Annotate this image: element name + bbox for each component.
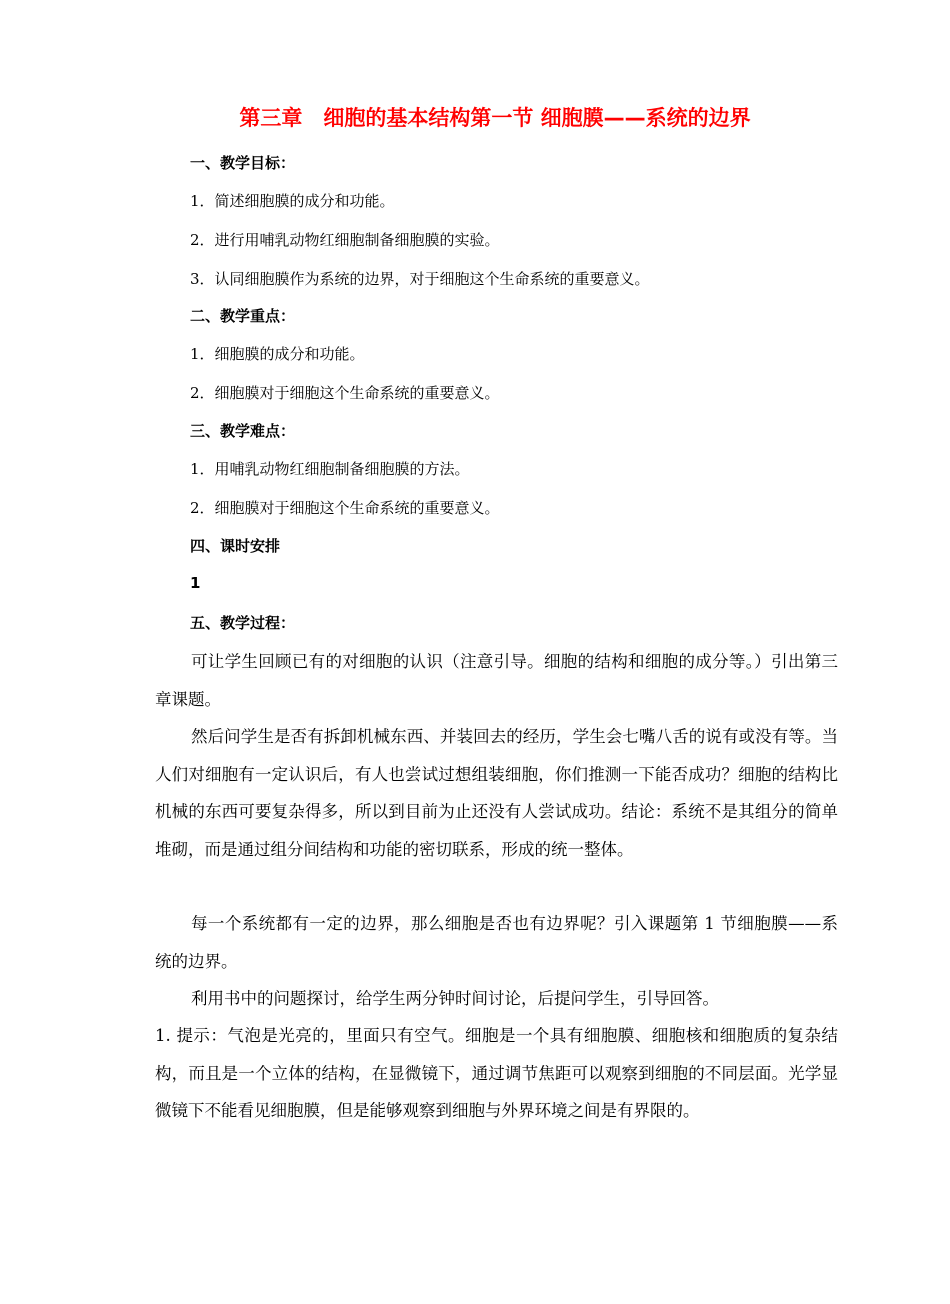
goal-item-3: 3．认同细胞膜作为系统的边界，对于细胞这个生命系统的重要意义。: [190, 270, 650, 288]
process-paragraph-2: 然后问学生是否有拆卸机械东西、并装回去的经历，学生会七嘴八舌的说有或没有等。当人们对细胞有一定认识后，有人也尝试过想组装细胞，你们推测一下能否成功？细胞的结构比机械的东西可要复杂得多，所以到目前为止还没有人尝试成功。结论：系统不是其组分的简单堆砌，而是通过组分间结构和功能的密切联系，形成的统一整体。: [155, 727, 838, 859]
process-paragraph-1: 可让学生回顾已有的对细胞的认识（注意引导。细胞的结构和细胞的成分等。）引出第三章课题。: [155, 652, 838, 709]
process-paragraph-3: 每一个系统都有一定的边界，那么细胞是否也有边界呢？引入课题第 1 节细胞膜——系统的边界。: [155, 914, 838, 971]
goal-item-2: 2．进行用哺乳动物红细胞制备细胞膜的实验。: [190, 231, 500, 249]
goal-item-1: 1．简述细胞膜的成分和功能。: [190, 192, 395, 210]
heading-difficulties: 三、教学难点：: [190, 422, 296, 440]
document-title: 第三章 细胞的基本结构第一节 细胞膜——系统的边界: [239, 106, 751, 130]
key-point-item-1: 1．细胞膜的成分和功能。: [190, 345, 365, 363]
schedule-value: 1: [190, 574, 201, 592]
heading-teaching-process: 五、教学过程：: [190, 614, 296, 632]
heading-teaching-goals: 一、教学目标：: [190, 154, 296, 172]
key-point-item-2: 2．细胞膜对于细胞这个生命系统的重要意义。: [190, 384, 500, 402]
heading-key-points: 二、教学重点：: [190, 307, 296, 325]
process-paragraph-4: 利用书中的问题探讨，给学生两分钟时间讨论，后提问学生，引导回答。: [191, 989, 719, 1008]
process-paragraph-5: 1. 提示：气泡是光亮的，里面只有空气。细胞是一个具有细胞膜、细胞核和细胞质的复杂结构，而且是一个立体的结构，在显微镜下，通过调节焦距可以观察到细胞的不同层面。光学显微镜下不能看见细胞膜，但是能够观察到细胞与外界环境之间是有界限的。: [155, 1026, 838, 1120]
difficulty-item-2: 2．细胞膜对于细胞这个生命系统的重要意义。: [190, 499, 500, 517]
difficulty-item-1: 1．用哺乳动物红细胞制备细胞膜的方法。: [190, 460, 470, 478]
heading-schedule: 四、课时安排: [190, 537, 281, 555]
